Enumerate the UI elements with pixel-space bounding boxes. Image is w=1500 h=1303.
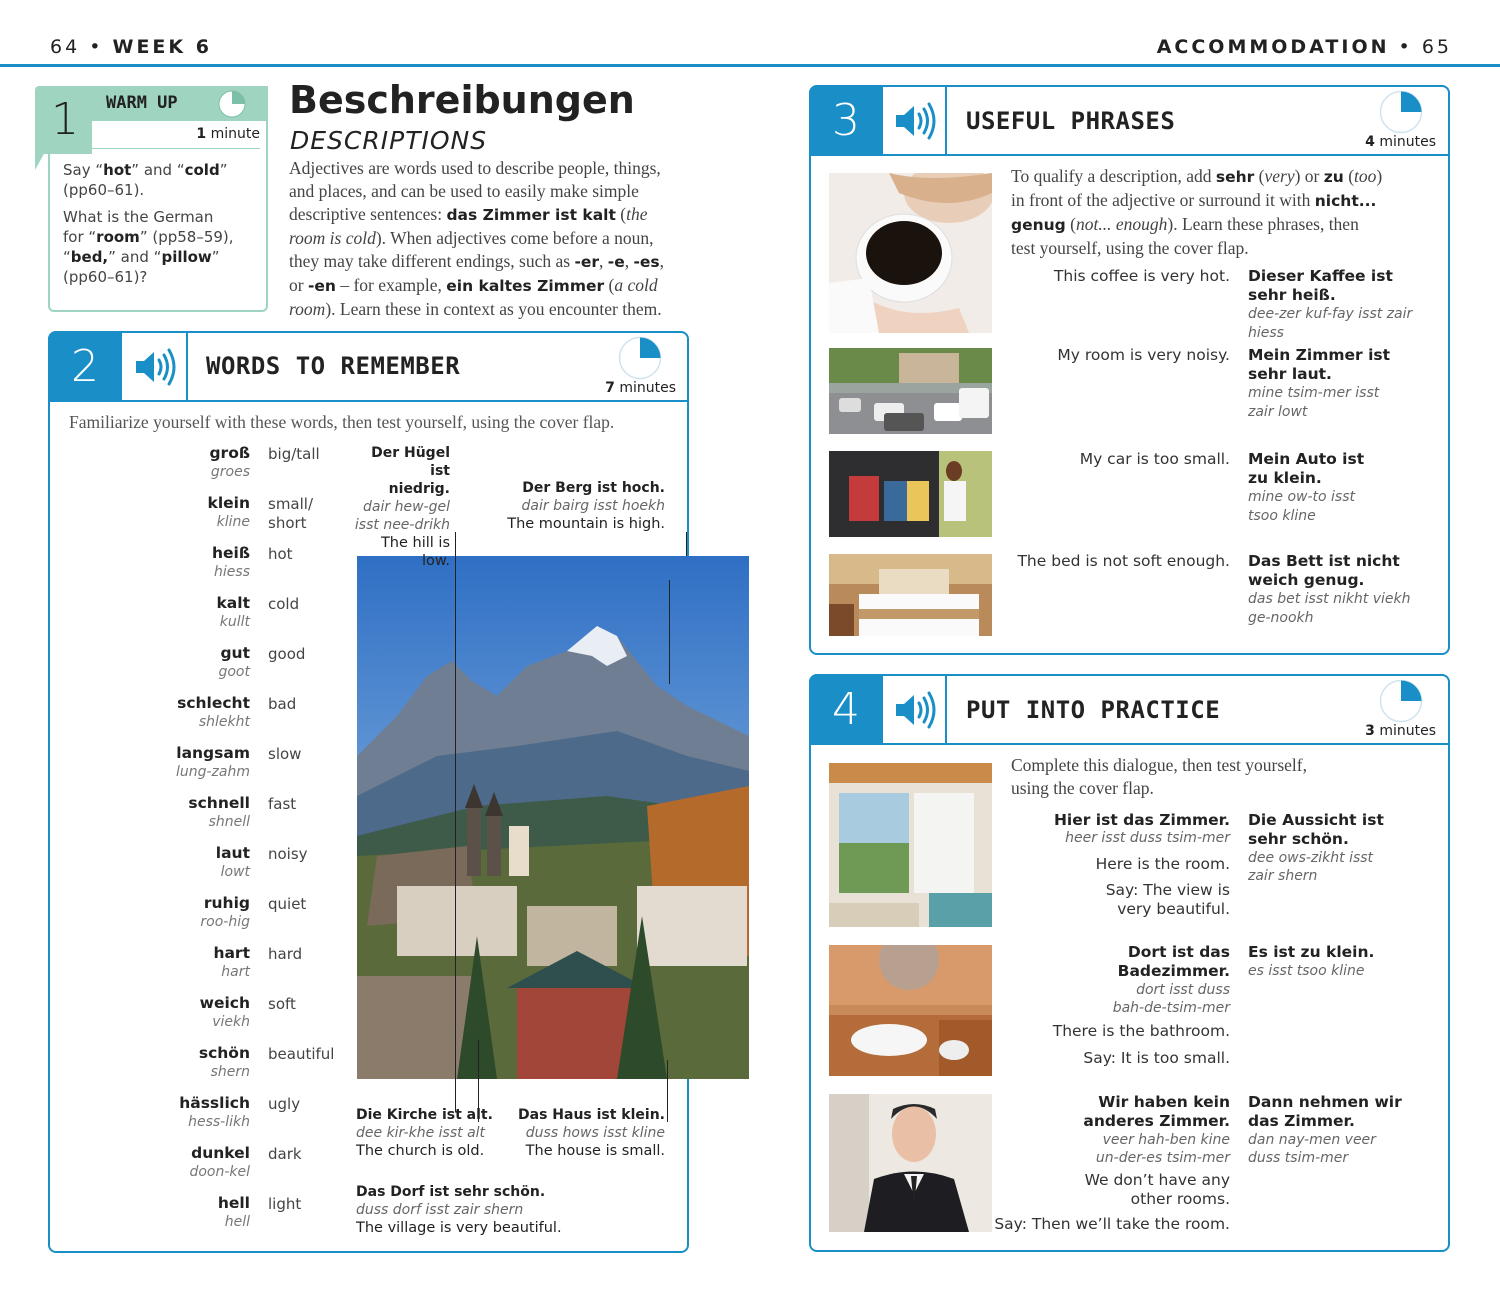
hotel-room-view-photo <box>829 763 992 927</box>
warmup-rule <box>92 148 260 149</box>
section-4-number: 4 <box>809 674 883 745</box>
word-english: bad <box>268 695 297 713</box>
word-pronunciation: hiess <box>214 564 250 580</box>
word-pronunciation: hell <box>224 1214 250 1230</box>
word-pronunciation: shnell <box>208 814 250 830</box>
word-english: fast <box>268 795 297 813</box>
dialogue-2-answer: Es ist zu klein. es isst tsoo kline <box>1248 943 1375 979</box>
word-english: hot <box>268 545 293 563</box>
phrase-pronunciation: tsoo kline <box>1248 508 1316 524</box>
word-english: dark <box>268 1145 302 1163</box>
phrase-english: The bed is not soft enough. <box>1017 552 1230 570</box>
warmup-minutes-word: minute <box>210 126 260 142</box>
word-german: groß <box>209 444 250 462</box>
dialogue-1-answer: Die Aussicht ist sehr schön. dee ows-zikht isst zair shern <box>1248 811 1384 884</box>
phrase-pronunciation: das bet isst nikht viekh <box>1248 591 1411 607</box>
phrase-pronunciation: mine ow-to isst <box>1248 489 1356 505</box>
phrase-pronunciation: ge-nookh <box>1248 610 1314 626</box>
word-german: schön <box>198 1044 250 1062</box>
word-german: langsam <box>176 744 250 762</box>
word-pronunciation: shern <box>210 1064 250 1080</box>
warmup-title-bar <box>92 86 268 121</box>
word-german: hell <box>217 1194 250 1212</box>
left-running-head <box>50 36 212 58</box>
speaker-icon <box>892 101 938 141</box>
word-german: schlecht <box>177 694 250 712</box>
caption-berg: Der Berg ist hoch. dair bairg isst hoekh The mountain is high. <box>507 480 665 532</box>
page-title: Beschreibungen <box>289 78 635 122</box>
section-2-number: 2 <box>48 331 122 402</box>
phrase-german-line: Dieser Kaffee ist <box>1248 267 1393 285</box>
section-2-duration: 7 minutes <box>605 380 676 396</box>
section-4-audio-button[interactable] <box>885 676 945 744</box>
dialogue-1-german: Hier ist das Zimmer. <box>1053 811 1230 829</box>
word-german: laut <box>215 844 250 862</box>
section-4-intro: Complete this dialogue, then test yourself, using the cover flap. <box>1011 755 1307 798</box>
right-section-label: ACCOMMODATION <box>1156 36 1390 58</box>
dialogue-3-english: We don’t have any other rooms. <box>1084 1171 1230 1208</box>
word-german: schnell <box>188 794 250 812</box>
dialogue-1-pronunciation: heer isst duss tsim-mer <box>1065 830 1230 846</box>
word-english: quiet <box>268 895 307 913</box>
phrase-german <box>1248 346 1443 422</box>
dialogue-3-answer: Dann nehmen wir das Zimmer. dan nay-men veer duss tsim-mer <box>1248 1093 1402 1166</box>
phrase-pronunciation: mine tsim-mer isst <box>1248 385 1380 401</box>
leader-line <box>669 580 670 684</box>
phrase-german <box>1248 450 1443 526</box>
warmup-question-1: Say “hot” and “cold” (pp60–61). <box>63 161 228 199</box>
page-subtitle: DESCRIPTIONS <box>290 126 488 155</box>
word-pronunciation: kullt <box>219 614 250 630</box>
dialogue-3-prompt: Say: Then we’ll take the room. <box>994 1215 1230 1233</box>
phrase-english: My room is very noisy. <box>1057 346 1230 364</box>
word-english: noisy <box>268 845 308 863</box>
word-english: slow <box>268 745 302 763</box>
leader-line <box>667 1060 668 1122</box>
left-page-number: 64 <box>50 36 81 58</box>
word-german: dunkel <box>191 1144 250 1162</box>
bathroom-photo <box>829 945 992 1076</box>
warmup-question-2: What is the German for “room” (pp58–59), “bed,” and “pillow” (pp60–61)? <box>63 208 234 286</box>
word-german: hässlich <box>179 1094 250 1112</box>
caption-kirche: Die Kirche ist alt. dee kir-khe isst alt The church is old. <box>356 1107 493 1159</box>
phrase-pronunciation: zair lowt <box>1248 404 1308 420</box>
dialogue-2-english: There is the bathroom. <box>1052 1022 1230 1040</box>
word-german: klein <box>207 494 250 512</box>
word-english: beautiful <box>268 1045 335 1063</box>
clock-icon <box>1379 90 1423 134</box>
section-3-intro: To qualify a description, add sehr (very) or zu (too) in front of the adjective or surround it with nicht... genug (not... enough). Learn these phrases, then test yourself, using the cover flap. <box>1011 166 1383 258</box>
section-2-audio-button[interactable] <box>124 333 186 401</box>
phrase-english: My car is too small. <box>1079 450 1230 468</box>
caption-haus: Das Haus ist klein. duss hows isst kline The house is small. <box>518 1107 665 1159</box>
section-3-header-rule <box>809 154 1450 156</box>
section-2-header-rule <box>48 400 689 402</box>
word-pronunciation: hart <box>221 964 250 980</box>
caption-dorf: Das Dorf ist sehr schön. duss dorf isst zair shern The village is very beautiful. <box>356 1184 562 1236</box>
word-english: hard <box>268 945 303 963</box>
word-german: weich <box>199 994 250 1012</box>
word-german: hart <box>213 944 250 962</box>
hotel-bed-photo <box>829 554 992 636</box>
phrase-german-line: zu klein. <box>1248 469 1322 487</box>
warmup-tab-tail <box>35 152 55 170</box>
section-4-header-rule <box>809 743 1450 745</box>
section-4-title: PUT INTO PRACTICE <box>966 696 1221 724</box>
phrase-pronunciation: dee-zer kuf-fay isst zair hiess <box>1248 306 1413 341</box>
word-german: kalt <box>216 594 250 612</box>
hotel-receptionist-photo <box>829 1094 992 1232</box>
word-pronunciation: goot <box>218 664 250 680</box>
word-english: ugly <box>268 1095 301 1113</box>
word-english: light <box>268 1195 302 1213</box>
word-german: ruhig <box>203 894 250 912</box>
header-rule <box>0 64 1500 67</box>
clock-icon <box>218 90 246 118</box>
word-pronunciation: groes <box>210 464 250 480</box>
section-4-duration: 3 minutes <box>1365 723 1436 739</box>
car-luggage-photo <box>829 451 992 537</box>
leader-line <box>686 532 687 556</box>
word-english: good <box>268 645 306 663</box>
word-pronunciation: roo-hig <box>200 914 250 930</box>
section-4-divider <box>945 674 947 745</box>
clock-icon <box>1379 679 1423 723</box>
phrase-german-line: Mein Auto ist <box>1248 450 1365 468</box>
clock-icon <box>618 336 662 380</box>
warmup-title: WARM UP <box>106 93 178 113</box>
word-pronunciation: lowt <box>220 864 250 880</box>
word-english: soft <box>268 995 296 1013</box>
phrase-german <box>1248 267 1443 343</box>
right-page-number: 65 <box>1421 36 1452 58</box>
dialogue-2-german: Dort ist das Badezimmer. dort isst duss bah-de-tsim-mer <box>1112 943 1230 1016</box>
warmup-minutes-num: 1 <box>196 126 207 142</box>
bullet: • <box>1398 36 1413 58</box>
phrase-german-line: sehr laut. <box>1248 365 1332 383</box>
caption-huegel: Der Hügel ist niedrig. dair hew-gel isst nee-drikh The hill is low. <box>354 445 450 569</box>
word-pronunciation: viekh <box>212 1014 250 1030</box>
phrase-english: This coffee is very hot. <box>1053 267 1230 285</box>
coffee-photo <box>829 173 992 333</box>
phrase-german-line: Das Bett ist nicht <box>1248 552 1400 570</box>
warmup-number-tab <box>35 86 92 154</box>
word-english: small/ short <box>268 495 314 532</box>
speaker-icon <box>132 347 178 387</box>
dialogue-3-german: Wir haben kein anderes Zimmer. veer hah-ben kine un-der-es tsim-mer <box>1083 1093 1230 1166</box>
word-pronunciation: shlekht <box>198 714 250 730</box>
street-traffic-photo <box>829 348 992 434</box>
intro-paragraph: Adjectives are words used to describe people, things, and places, and can be used to easily make simple descriptive sentences: das Zimmer ist kalt (the room is cold). When adjectives come before a noun, they may take different endings, such as -er, -e, -es, or -en – for example, ein kaltes Zimmer (a cold room). Learn these in context as you encounter them. <box>289 158 665 319</box>
warmup-number: 1 <box>51 94 79 145</box>
section-3-audio-button[interactable] <box>885 87 945 155</box>
left-week-label: WEEK 6 <box>112 36 212 58</box>
right-running-head <box>1157 36 1452 58</box>
section-2-intro: Familiarize yourself with these words, then test yourself, using the cover flap. <box>69 412 615 432</box>
section-3-divider <box>945 85 947 156</box>
phrase-german-line: Mein Zimmer ist <box>1248 346 1391 364</box>
phrase-german <box>1248 552 1443 628</box>
warmup-duration <box>150 126 260 142</box>
phrase-german-line: weich genug. <box>1248 571 1365 589</box>
section-3-duration: 4 minutes <box>1365 134 1436 150</box>
section-2-title: WORDS TO REMEMBER <box>206 352 461 380</box>
dialogue-1-prompt: Say: The view is very beautiful. <box>1105 881 1230 918</box>
word-english: cold <box>268 595 300 613</box>
word-german: gut <box>220 644 250 662</box>
word-pronunciation: kline <box>216 514 250 530</box>
dialogue-1-english: Here is the room. <box>1095 855 1230 873</box>
word-english: big/tall <box>268 445 320 463</box>
berchtesgaden-photo <box>357 556 749 1079</box>
word-german: heiß <box>211 544 250 562</box>
word-pronunciation: lung-zahm <box>175 764 250 780</box>
word-pronunciation: hess-likh <box>188 1114 250 1130</box>
bullet: • <box>89 36 104 58</box>
leader-line <box>455 532 456 1112</box>
dialogue-2-prompt: Say: It is too small. <box>1083 1049 1230 1067</box>
section-3-title: USEFUL PHRASES <box>966 107 1176 135</box>
word-pronunciation: doon-kel <box>189 1164 250 1180</box>
section-3-number: 3 <box>809 85 883 156</box>
speaker-icon <box>892 690 938 730</box>
phrase-german-line: sehr heiß. <box>1248 286 1336 304</box>
section-2-divider <box>186 331 188 402</box>
